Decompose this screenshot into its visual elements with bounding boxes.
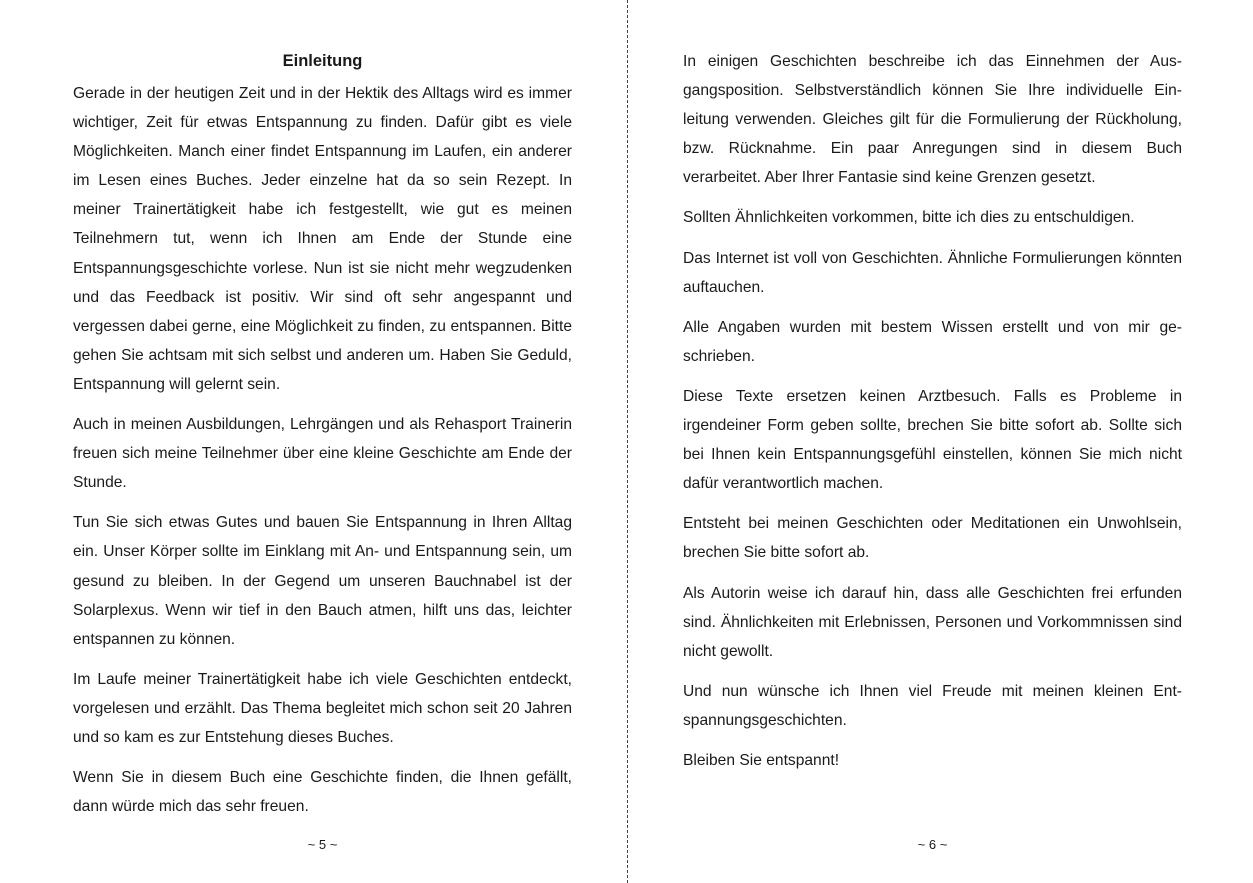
paragraph: Auch in meinen Ausbildungen, Lehrgängen und als Rehasport Trainerin freuen sich meine Teilnehmer über eine kleine Geschichte am Ende der Stunde.: [73, 416, 572, 492]
page-number: ~ 5 ~: [307, 837, 338, 852]
paragraph: Sollten Ähnlichkeiten vorkommen, bitte ich dies zu entschuldigen.: [683, 209, 1135, 227]
paragraph: Entsteht bei meinen Geschichten oder Meditationen ein Unwohlsein, brechen Sie bitte sofort ab.: [683, 515, 1182, 562]
paragraph: Alle Angaben wurden mit bestem Wissen erstellt und von mir geschrieben.: [683, 318, 1182, 365]
left-page: [73, 0, 572, 883]
paragraph: Tun Sie sich etwas Gutes und bauen Sie Entspannung in Ihren Alltag ein. Unser Körper sollte im Einklang mit An- und Entspannung sein, um gesund zu bleiben. In der Gegend um unseren Bauchnabel ist der Solarplexus. Wenn wir tief in den Bauch atmen, hilft uns das, leichter entspannen zu können.: [73, 514, 572, 648]
page-heading: Einleitung: [282, 52, 363, 70]
left-page-body: [73, 79, 572, 832]
paragraph: Bleiben Sie entspannt!: [683, 751, 840, 769]
right-page: [683, 0, 1182, 883]
paragraph: Und nun wünsche ich Ihnen viel Freude mit meinen kleinen Entspannungsgeschichten.: [683, 682, 1182, 729]
page-divider: [627, 0, 628, 883]
paragraph: Wenn Sie in diesem Buch eine Geschichte finden, die Ihnen gefällt, dann würde mich das sehr freuen.: [73, 769, 572, 816]
right-page-body: [683, 47, 1182, 786]
paragraph: Als Autorin weise ich darauf hin, dass alle Geschichten frei erfunden sind. Ähnlichkeiten mit Erlebnissen, Personen und Vorkommnissen sind nicht gewollt.: [683, 584, 1182, 660]
page-number: ~ 6 ~: [917, 837, 948, 852]
paragraph: Gerade in der heutigen Zeit und in der Hektik des Alltags wird es immer wichtiger, Zeit für etwas Entspannung zu finden. Dafür gibt es viele Möglichkeiten. Manch einer findet Entspannung im Laufen, ein anderer im Lesen eines Buches. Jeder einzelne hat da so sein Rezept. In meiner Trainertätigkeit habe ich festgestellt, wie gut es meinen Teilnehmern tut, wenn ich Ihnen am Ende der Stunde eine Entspannungsgeschichte vorlese. Nun ist sie nicht mehr wegzudenken und das Feedback ist positiv. Wir sind oft sehr angespannt und vergessen dabei gerne, eine Möglichkeit zu finden, zu entspannen. Bitte gehen Sie achtsam mit sich selbst und anderen um. Haben Sie Geduld, Entspannung will gelernt sein.: [73, 85, 572, 393]
paragraph: Das Internet ist voll von Geschichten. Ähnliche Formulierungen könnten auftauchen.: [683, 249, 1182, 296]
paragraph: Diese Texte ersetzen keinen Arztbesuch. Falls es Probleme in irgendeiner Form geben sollte, brechen Sie bitte sofort ab. Sollte sich bei Ihnen kein Entspannungsgefühl einstellen, können Sie mich nicht dafür verantwortlich machen.: [683, 387, 1182, 493]
paragraph: In einigen Geschichten beschreibe ich das Einnehmen der Ausgangsposition. Selbstverständlich können Sie Ihre individuelle Einleitung verwenden. Gleiches gilt für die Formulierung der Rückholung, bzw. Rücknahme. Ein paar Anregungen sind in diesem Buch verarbeitet. Aber Ihrer Fantasie sind keine Grenzen gesetzt.: [683, 53, 1182, 187]
paragraph: Im Laufe meiner Trainertätigkeit habe ich viele Geschichten entdeckt, vorgelesen und erzählt. Das Thema begleitet mich schon seit 20 Jahren und so kam es zur Entstehung dieses Buches.: [73, 670, 572, 746]
